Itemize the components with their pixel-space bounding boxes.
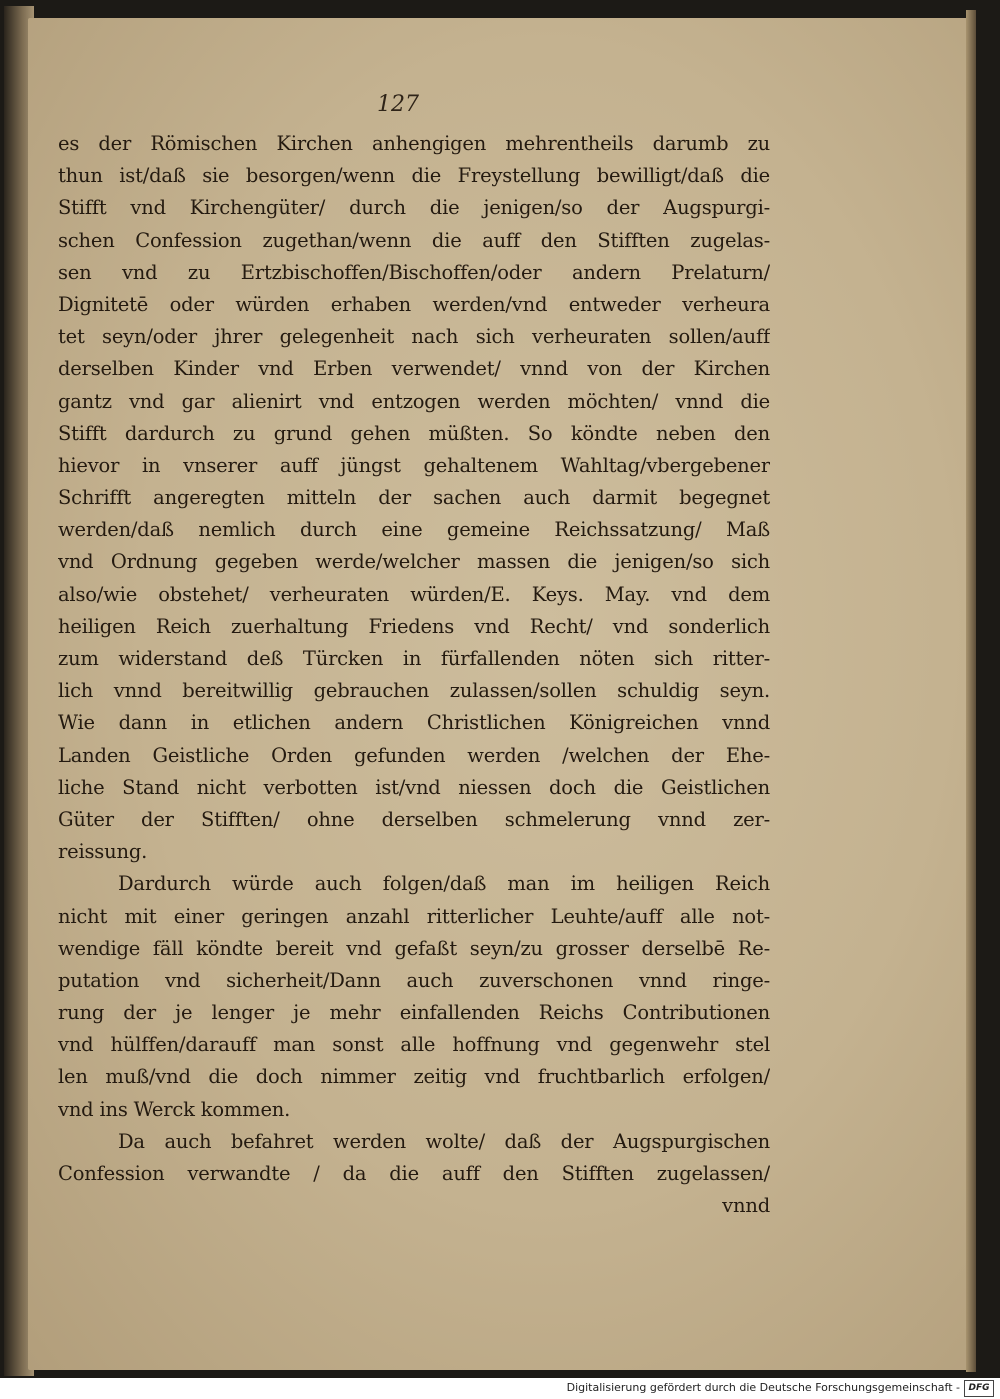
body-text bbox=[58, 128, 770, 1222]
text-line: vnd hülffen/darauff man sonst alle hoffnung vnd gegenwehr stel bbox=[58, 1033, 770, 1057]
text-line: also/wie obstehet/ verheuraten würden/E. Keys. May. vnd dem bbox=[58, 582, 770, 606]
text-line: liche Stand nicht verbotten ist/vnd niessen doch die Geistlichen bbox=[58, 775, 770, 799]
text-line: Güter der Stifften/ ohne derselben schmelerung vnnd zer- bbox=[58, 807, 770, 831]
text-line: wendige fäll köndte bereit vnd gefaßt seyn/zu grosser derselbē Re- bbox=[58, 936, 770, 960]
page-right-edge bbox=[966, 10, 976, 1372]
text-line: Stifft vnd Kirchengüter/ durch die jenigen/so der Augspurgi- bbox=[58, 196, 770, 220]
text-line: hievor in vnserer auff jüngst gehaltenem Wahltag/vbergebener bbox=[58, 453, 770, 477]
footer-bar bbox=[0, 1378, 1000, 1399]
text-line: putation vnd sicherheit/Dann auch zuverschonen vnnd ringe- bbox=[58, 968, 770, 992]
text-line: Stifft dardurch zu grund gehen müßten. So köndte neben den bbox=[58, 421, 770, 445]
text-line: gantz vnd gar alienirt vnd entzogen werden möchten/ vnnd die bbox=[58, 389, 770, 413]
text-line: Wie dann in etlichen andern Christlichen Königreichen vnnd bbox=[58, 711, 770, 735]
text-line: nicht mit einer geringen anzahl ritterlicher Leuhte/auff alle not- bbox=[58, 904, 770, 928]
text-line: Confession verwandte / da die auff den Stifften zugelassen/ bbox=[58, 1162, 770, 1185]
text-line: lich vnnd bereitwillig gebrauchen zulassen/sollen schuldig seyn. bbox=[58, 679, 770, 703]
text-line: len muß/vnd die doch nimmer zeitig vnd fruchtbarlich erfolgen/ bbox=[58, 1065, 770, 1089]
text-line: tet seyn/oder jhrer gelegenheit nach sich verheuraten sollen/auff bbox=[58, 325, 770, 349]
text-line: sen vnd zu Ertzbischoffen/Bischoffen/oder andern Prelaturn/ bbox=[58, 260, 770, 284]
text-line: Dignitetē oder würden erhaben werden/vnd entweder verheura bbox=[58, 292, 770, 316]
text-line: heiligen Reich zuerhaltung Friedens vnd Recht/ vnd sonderlich bbox=[58, 614, 770, 638]
paragraph-start-line: Dardurch würde auch folgen/daß man im heiligen Reich bbox=[118, 872, 770, 896]
text-line: vnd ins Werck kommen. bbox=[58, 1097, 291, 1121]
text-line: reissung. bbox=[58, 840, 148, 864]
text-line: es der Römischen Kirchen anhengigen mehrentheils darumb zu bbox=[58, 132, 770, 155]
text-line: rung der je lenger je mehr einfallenden Reichs Contributionen bbox=[58, 1001, 770, 1025]
funding-credit: Digitalisierung gefördert durch die Deutsche Forschungsgemeinschaft - bbox=[566, 1381, 960, 1394]
text-line: derselben Kinder vnd Erben verwendet/ vnnd von der Kirchen bbox=[58, 357, 770, 381]
paragraph-start-line: Da auch befahret werden wolte/ daß der Augspurgischen bbox=[118, 1129, 770, 1153]
text-line: zum widerstand deß Türcken in fürfallenden nöten sich ritter- bbox=[58, 647, 770, 670]
dfg-logo: DFG bbox=[964, 1380, 994, 1397]
text-line: vnd Ordnung gegeben werde/welcher massen die jenigen/so sich bbox=[58, 550, 770, 574]
text-line: schen Confession zugethan/wenn die auff den Stifften zugelas- bbox=[58, 228, 770, 252]
text-line: Landen Geistliche Orden gefunden werden /welchen der Ehe- bbox=[58, 743, 770, 767]
page-number: 127 bbox=[377, 92, 419, 117]
text-line: thun ist/daß sie besorgen/wenn die Freystellung bewilligt/daß die bbox=[58, 164, 770, 188]
text-line: Schrifft angeregten mitteln der sachen auch darmit begegnet bbox=[58, 486, 770, 510]
catchword: vnnd bbox=[722, 1194, 770, 1218]
text-line: werden/daß nemlich durch eine gemeine Reichssatzung/ Maß bbox=[58, 518, 770, 542]
